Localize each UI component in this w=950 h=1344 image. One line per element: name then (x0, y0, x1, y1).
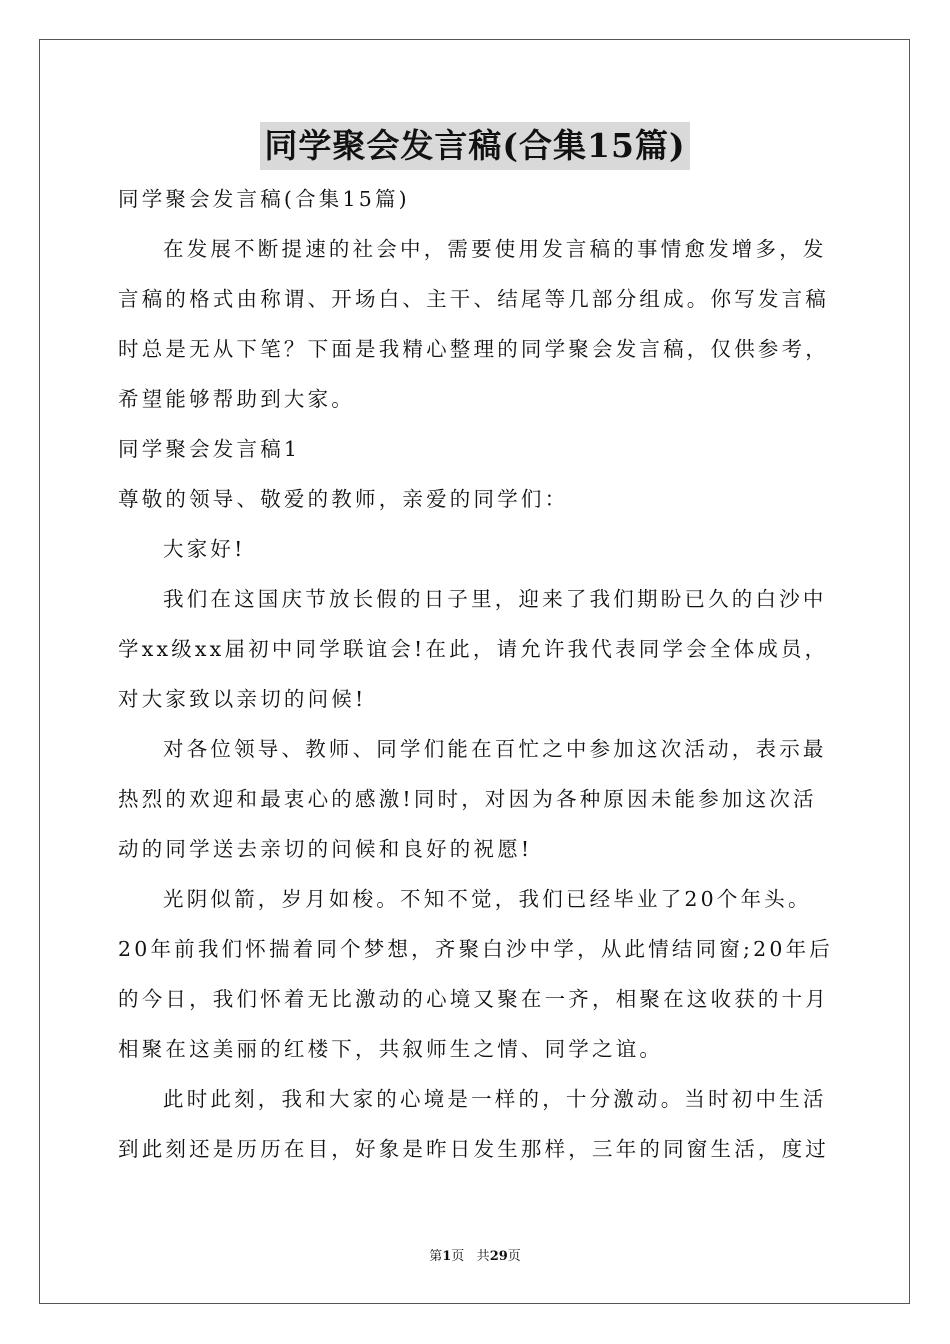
page-prefix: 第 (429, 1249, 443, 1264)
paragraph-line: 相聚在这美丽的红楼下，共叙师生之情、同学之谊。 (118, 1037, 664, 1061)
paragraph-line: 20年前我们怀揣着同个梦想，齐聚白沙中学，从此情结同窗;20年后 (118, 937, 833, 961)
page-border (39, 39, 910, 1304)
paragraph-line: 热烈的欢迎和最衷心的感激!同时，对因为各种原因未能参加这次活 (118, 787, 817, 811)
paragraph-line: 希望能够帮助到大家。 (118, 387, 355, 411)
paragraph-line: 的今日，我们怀着无比激动的心境又聚在一齐，相聚在这收获的十月 (118, 987, 829, 1011)
paragraph-line: 言稿的格式由称谓、开场白、主干、结尾等几部分组成。你写发言稿 (118, 287, 829, 311)
paragraph-line: 对大家致以亲切的问候! (118, 687, 367, 711)
paragraph-line: 在发展不断提速的社会中，需要使用发言稿的事情愈发增多，发 (163, 237, 827, 261)
document-title-text: 同学聚会发言稿(合集15篇) (260, 122, 689, 170)
paragraph-line: 此时此刻，我和大家的心境是一样的，十分激动。当时初中生活 (163, 1087, 827, 1111)
document-title (0, 122, 950, 170)
paragraph-line: 我们在这国庆节放长假的日子里，迎来了我们期盼已久的白沙中 (163, 587, 827, 611)
document-subtitle: 同学聚会发言稿(合集15篇) (118, 187, 410, 211)
total-pages: 29 (489, 1249, 508, 1264)
page-number: 1 (442, 1249, 452, 1264)
paragraph-line: 对各位领导、教师、同学们能在百忙之中参加这次活动，表示最 (163, 737, 827, 761)
total-suffix: 页 (507, 1249, 521, 1264)
paragraph-line: 光阴似箭，岁月如梭。不知不觉，我们已经毕业了20个年头。 (163, 887, 812, 911)
paragraph-line: 时总是无从下笔？下面是我精心整理的同学聚会发言稿，仅供参考， (118, 337, 829, 361)
paragraph-line: 动的同学送去亲切的问候和良好的祝愿! (118, 837, 533, 861)
paragraph-line: 到此刻还是历历在目，好象是昨日发生那样，三年的同窗生活，度过 (118, 1137, 829, 1161)
section-heading: 同学聚会发言稿1 (118, 437, 301, 461)
page-suffix: 页 (451, 1249, 465, 1264)
paragraph-line: 学xx级xx届初中同学联谊会!在此，请允许我代表同学会全体成员， (118, 637, 829, 661)
salutation: 尊敬的领导、敬爱的教师，亲爱的同学们： (118, 487, 569, 511)
total-prefix: 共 (476, 1249, 490, 1264)
page-footer (0, 1248, 950, 1266)
greeting: 大家好! (163, 537, 246, 561)
